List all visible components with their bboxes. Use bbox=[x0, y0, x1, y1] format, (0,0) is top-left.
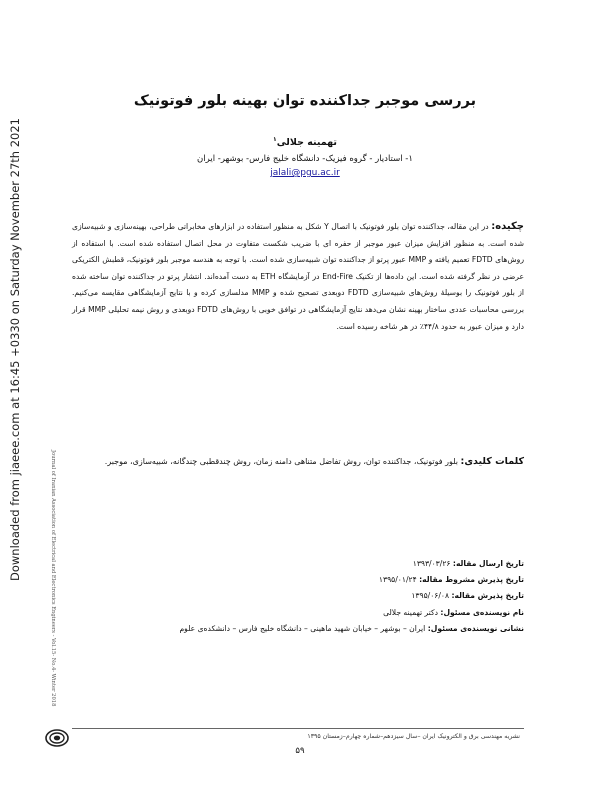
paper-title: بررسی موجبر جداکننده توان بهینه بلور فوتونیک bbox=[133, 93, 477, 109]
article-metadata bbox=[100, 556, 524, 637]
page-number: ۵۹ bbox=[295, 746, 305, 756]
meta-row-corresponding-author: نام نویسنده‌ی مسئول: دکتر تهمینه جلالی bbox=[383, 607, 524, 617]
meta-row-accepted: تاریخ پذیرش مقاله: ۱۳۹۵/۰۶/۰۸ bbox=[411, 591, 524, 601]
keywords-label: کلمات کلیدی: bbox=[460, 456, 524, 467]
author-line bbox=[70, 136, 540, 148]
footer-journal-text: نشریه مهندسی برق و الکترونیک ایران –سال سیزدهم–شماره چهارم–زمستان ۱۳۹۵ bbox=[307, 733, 520, 740]
author-name: تهمینه جلالی bbox=[276, 137, 337, 149]
keywords bbox=[72, 455, 524, 469]
download-stamp: Downloaded from jiaeee.com at 16:45 +0330 on Saturday November 27th 2021 bbox=[8, 118, 22, 582]
author-affiliation-marker: ۱ bbox=[273, 136, 277, 143]
abstract-label: چکیده: bbox=[491, 221, 524, 232]
journal-vertical-label: Journal of Iranian Association of Electrical and Electronics Engineers - Vol.15- No.4- Winter 2018 bbox=[50, 450, 56, 707]
author-affiliation: ۱- استادیار - گروه فیزیک- دانشگاه خلیج فارس- بوشهر- ایران bbox=[197, 154, 413, 164]
meta-row-received: تاریخ ارسال مقاله: ۱۳۹۳/۰۳/۲۶ bbox=[412, 559, 524, 568]
meta-row-conditional-accept: تاریخ پذیرش مشروط مقاله: ۱۳۹۵/۰۱/۲۴ bbox=[378, 575, 524, 585]
journal-logo-icon bbox=[44, 727, 70, 749]
abstract-text: در این مقاله، جداکننده توان بلور فوتونیک با اتصال Y شکل به منظور استفاده در ابزارهای مخابراتی طراحی، بهینه‌سازی و شبیه‌سازی شده است. به منظور افزایش میزان عبور موجبر از حفره ای با ضریب شکست متفاوت در محل اتصال استفاده شده است. با استفاده از روش‌های FDTD تعمیم یافته و MMP عبور پرتو از جداکننده توان شبیه‌سازی شده است. با توجه به هندسه موجبر بلور فوتونیک، قطبش الکتریکی عرضی در نظر گرفته شده است. این داده‌ها از تکنیک End-Fire در آزمایشگاه ETH به دست آمده‌اند. انتشار پرتو در جداکننده توان ساخته شده از بلور فوتونیک را بوسیلهٔ روش‌های شبیه‌سازی FDTD دوبعدی تصحیح شده و MMP مدلسازی کرده و با نتایج آزمایشگاهی مقایسه می‌کنیم. بررسی محاسبات عددی ساختار بهینه نشان می‌دهد نتایج آزمایشگاهی در توافق خوبی با روش‌های FDTD دوبعدی و روش نیمه تحلیلی MMP قرار دارد و میزان عبور به حدود ۴۴/۸٪ در هر شاخه رسیده است. bbox=[72, 222, 525, 331]
keywords-text: بلور فوتونیک، جداکننده توان، روش تفاضل متناهی دامنه زمان، روش چندقطبی چندگانه، شبیه‌سازی، موجبر. bbox=[104, 457, 458, 466]
author-email-link[interactable]: jalali@pgu.ac.ir bbox=[270, 168, 340, 178]
meta-row-corresponding-address: نشانی نویسنده‌ی مسئول: ایران – بوشهر – خیابان شهید ماهینی – دانشگاه خلیج فارس – دانشکده‌ی علوم bbox=[179, 623, 524, 633]
abstract bbox=[72, 219, 524, 335]
footer-divider bbox=[72, 728, 524, 729]
